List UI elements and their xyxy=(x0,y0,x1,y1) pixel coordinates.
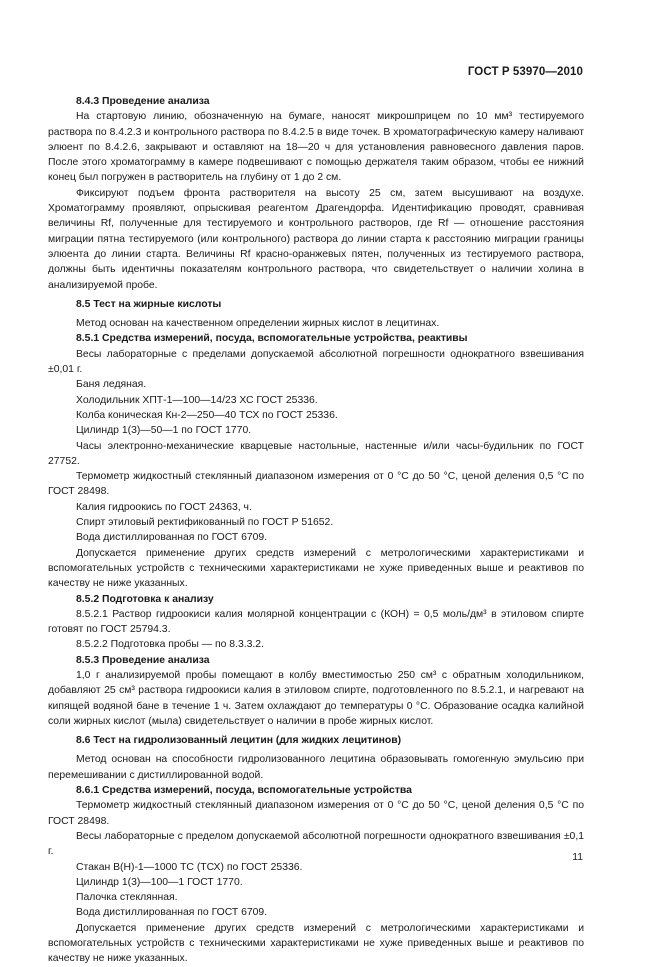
paragraph: Весы лабораторные с пределом допускаемой абсолютной погрешности однократного взвешивания ±0,1 г. xyxy=(48,830,584,858)
section-heading: 8.5 Тест на жирные кислоты xyxy=(76,298,222,310)
paragraph: Допускается применение других средств измерений с метрологическими характеристиками и вспомогательных устройств с техническими характеристиками не хуже приведенных выше и реактивов по качеству не ниже указанных. xyxy=(48,547,584,590)
paragraph: Допускается применение других средств измерений с метрологическими характеристиками и вспомогательных устройств с техническими характеристиками не хуже приведенных выше и реактивов по качеству не ниже указанных. xyxy=(48,922,584,965)
section-heading: 8.5.3 Проведение анализа xyxy=(76,654,210,666)
section-heading: 8.5.2 Подготовка к анализу xyxy=(76,593,214,605)
paragraph: Часы электронно-механические кварцевые настольные, настенные и/или часы-будильник по ГОСТ 27752. xyxy=(48,440,584,467)
paragraph: 8.5.2.2 Подготовка пробы — по 8.3.3.2. xyxy=(76,639,264,651)
paragraph: Вода дистиллированная по ГОСТ 6709. xyxy=(76,532,268,544)
paragraph: Весы лабораторные с пределами допускаемой абсолютной погрешности однократного взвешивания ±0,01 г. xyxy=(48,348,584,376)
paragraph: Метод основан на качественном определении жирных кислот в лецитинах. xyxy=(76,318,440,330)
paragraph: Термометр жидкостный стеклянный диапазоном измерения от 0 °С до 50 °С, ценой деления 0,5 °С по ГОСТ 28498. xyxy=(48,800,584,827)
paragraph: Вода дистиллированная по ГОСТ 6709. xyxy=(76,907,268,919)
document-header: ГОСТ Р 53970—2010 xyxy=(467,66,583,78)
section-heading: 8.6.1 Средства измерений, посуда, вспомогательные устройства xyxy=(76,785,412,797)
paragraph: Баня ледяная. xyxy=(76,379,147,391)
paragraph: Колба коническая Кн-2—250—40 ТСХ по ГОСТ 25336. xyxy=(76,409,338,421)
paragraph: На стартовую линию, обозначенную на бумаге, наносят микрошприцем по 10 мм³ тестируемого раствора по 8.4.2.3 и контрольного раствора по 8.4.2.5 в виде точек. В хроматографическую камеру наливают элюент по 8.4.2.6, закрывают и оставляют на 18—20 ч для установления равновесного давления паров. После этого хроматограмму в камере подвешивают с помощью держателя таким образом, чтобы ее нижний конец был погружен в растворитель на глубину от 1 до 2 см. xyxy=(48,111,584,184)
paragraph: Калия гидроокись по ГОСТ 24363, ч. xyxy=(76,501,252,513)
paragraph: Стакан В(Н)-1—1000 ТС (ТСХ) по ГОСТ 25336. xyxy=(76,861,303,873)
paragraph: 8.5.2.1 Раствор гидроокиси калия молярной концентрации с (КОН) = 0,5 моль/дм³ в этиловом спирте готовят по ГОСТ 25794.3. xyxy=(48,608,584,636)
paragraph: Цилиндр 1(3)—100—1 ГОСТ 1770. xyxy=(76,876,243,888)
paragraph: Цилиндр 1(3)—50—1 по ГОСТ 1770. xyxy=(76,425,252,437)
paragraph: Спирт этиловый ректификованный по ГОСТ Р 51652. xyxy=(76,517,334,529)
paragraph: Термометр жидкостный стеклянный диапазоном измерения от 0 °С до 50 °С, ценой деления 0,5 °С по ГОСТ 28498. xyxy=(48,471,584,498)
paragraph: Метод основан на способности гидролизованного лецитина образовывать гомогенную эмульсию при перемешивании с дистиллированной водой. xyxy=(48,754,584,781)
paragraph: Палочка стеклянная. xyxy=(76,892,178,904)
page-number: 11 xyxy=(572,852,583,863)
paragraph: Холодильник ХПТ-1—100—14/23 ХС ГОСТ 25336. xyxy=(76,394,318,406)
paragraph: Фиксируют подъем фронта растворителя на высоту 25 см, затем высушивают на воздухе. Хроматограмму проявляют, опрыскивая реагентом Драгендорфа. Идентификацию проводят, сравнивая величины Rf, полученные для тестируемого и контрольного растворов, где Rf — отношение расстояния миграции пятна тестируемого (или контрольного) раствора до линии старта к расстоянию миграции границы элюента до линии старта. Величины Rf красно-оранжевых пятен, полученных из тестируемого раствора, должны быть идентичны показателям контрольного раствора, что свидетельствует о наличии холина в анализируемой пробе. xyxy=(48,187,584,291)
section-heading: 8.5.1 Средства измерений, посуда, вспомогательные устройства, реактивы xyxy=(76,333,468,345)
paragraph: 1,0 г анализируемой пробы помещают в колбу вместимостью 250 см³ с обратным холодильником, добавляют 25 см³ раствора гидроокиси калия в этиловом спирте, подготовленного по 8.5.2.1, и нагревают на кипящей водяной бане в течение 1 ч. Затем охлаждают до температуры 0 °С. Образование осадка калийной соли жирных кислот (мыла) свидетельствует о наличии в пробе жирных кислот. xyxy=(48,669,584,727)
section-heading: 8.4.3 Проведение анализа xyxy=(76,96,210,107)
section-heading: 8.6 Тест на гидролизованный лецитин (для жидких лецитинов) xyxy=(76,735,402,747)
document-body xyxy=(48,94,584,967)
